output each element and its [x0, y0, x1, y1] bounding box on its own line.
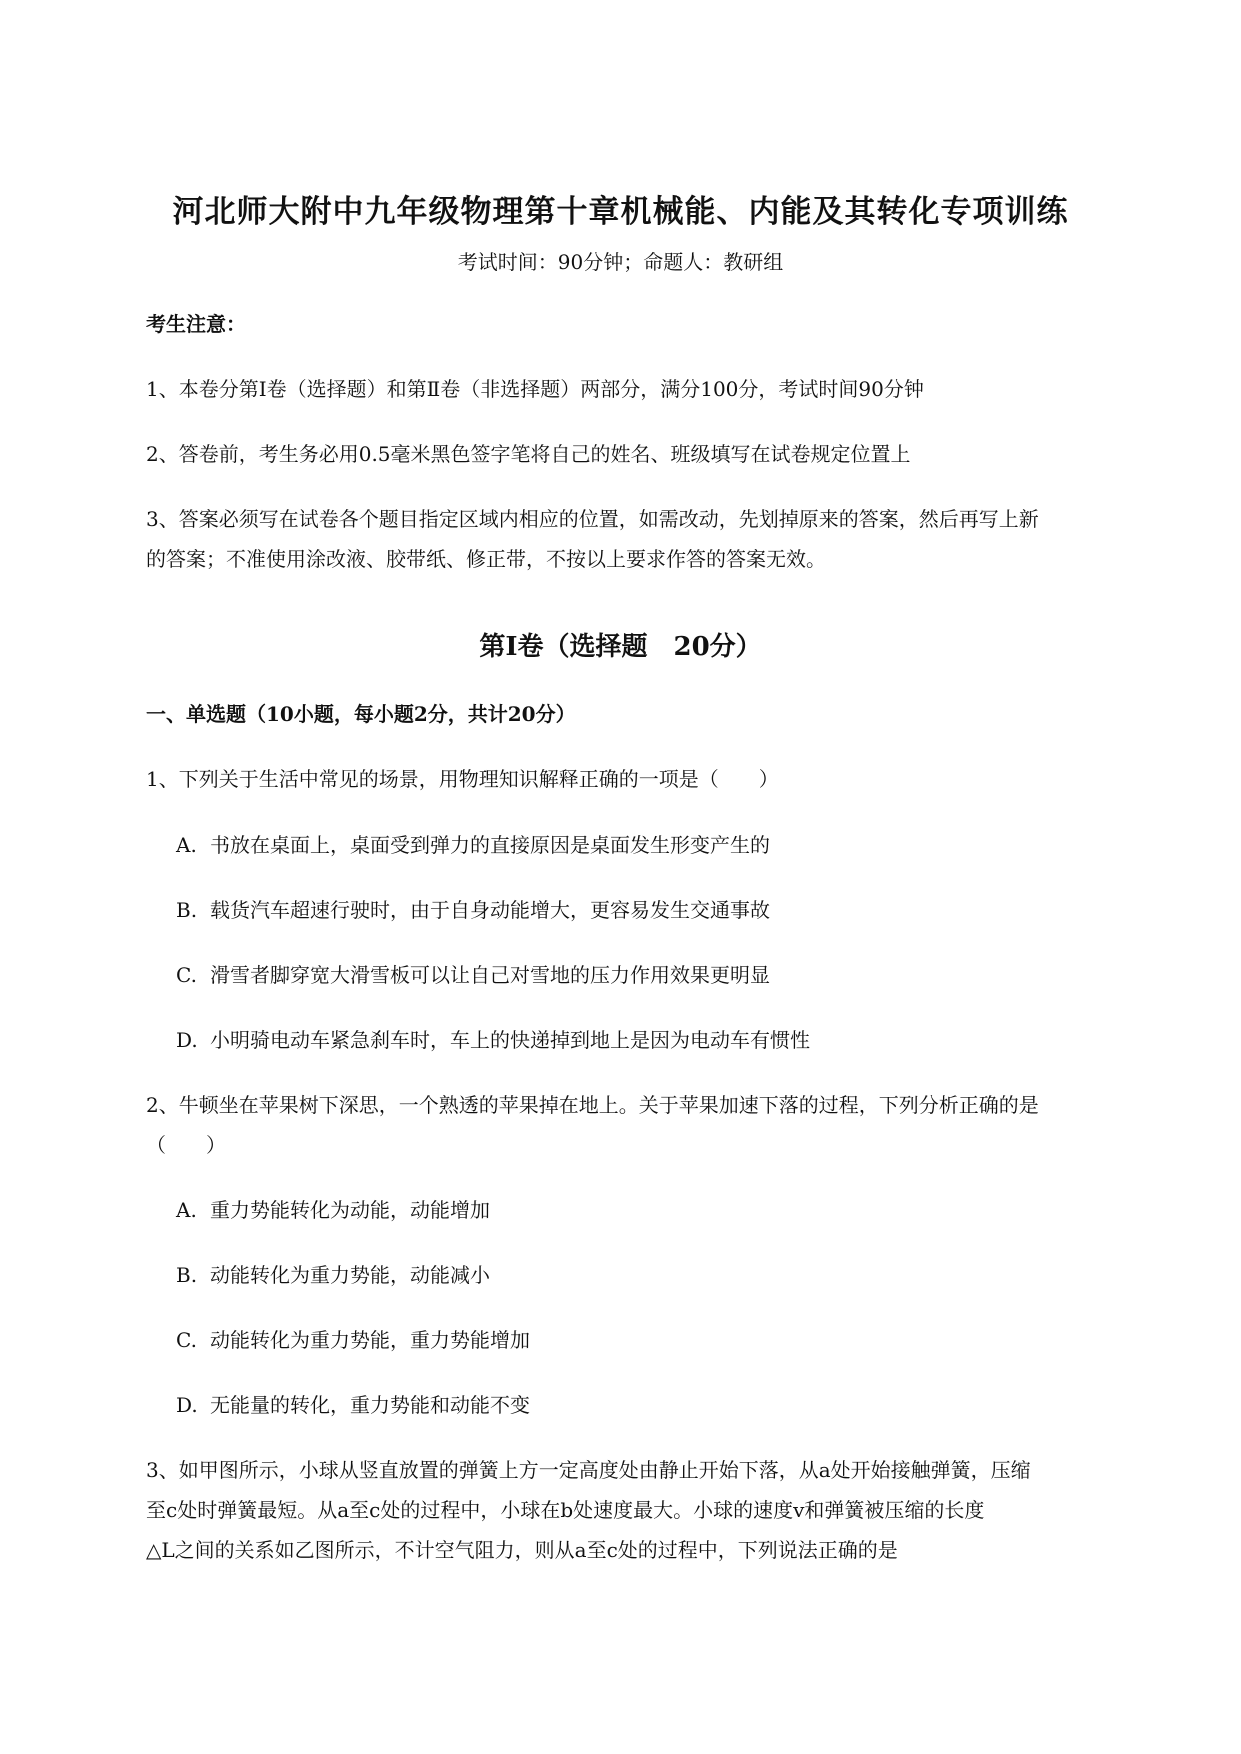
option-letter: A. — [176, 1198, 197, 1222]
option-letter: C. — [176, 1328, 197, 1352]
option-text: 载货汽车超速行驶时，由于自身动能增大，更容易发生交通事故 — [210, 898, 770, 922]
question-stem: 3、如甲图所示，小球从竖直放置的弹簧上方一定高度处由静止开始下落，从a处开始接触弹簧，压缩 — [146, 1458, 1031, 1482]
notice-heading: 考生注意： — [146, 312, 246, 336]
section-title: 第I卷（选择题 20分） — [479, 632, 762, 662]
option-text: 书放在桌面上，桌面受到弹力的直接原因是桌面发生形变产生的 — [210, 833, 770, 857]
question-option[interactable] — [176, 1393, 530, 1417]
option-text: 无能量的转化，重力势能和动能不变 — [210, 1393, 530, 1417]
option-text: 小明骑电动车紧急刹车时，车上的快递掉到地上是因为电动车有惯性 — [210, 1028, 810, 1052]
exam-subtitle: 考试时间：90分钟；命题人：教研组 — [457, 250, 784, 274]
option-text: 滑雪者脚穿宽大滑雪板可以让自己对雪地的压力作用效果更明显 — [210, 963, 770, 987]
option-letter: C. — [176, 963, 197, 987]
question-option[interactable] — [176, 1028, 810, 1052]
option-letter: D. — [176, 1393, 198, 1417]
option-text: 动能转化为重力势能，重力势能增加 — [210, 1328, 530, 1352]
option-letter: B. — [176, 1263, 198, 1287]
notice-item: 2、答卷前，考生务必用0.5毫米黑色签字笔将自己的姓名、班级填写在试卷规定位置上 — [146, 442, 911, 466]
question-option[interactable] — [176, 833, 770, 857]
question-stem: 至c处时弹簧最短。从a至c处的过程中，小球在b处速度最大。小球的速度v和弹簧被压缩的长度 — [146, 1498, 985, 1522]
question-stem: （ ） — [146, 1133, 226, 1157]
option-letter: B. — [176, 898, 198, 922]
notice-item: 的答案；不准使用涂改液、胶带纸、修正带，不按以上要求作答的答案无效。 — [146, 547, 826, 571]
notice-item: 1、本卷分第I卷（选择题）和第Ⅱ卷（非选择题）两部分，满分100分，考试时间90分钟 — [146, 377, 924, 401]
exam-title: 河北师大附中九年级物理第十章机械能、内能及其转化专项训练 — [172, 194, 1069, 230]
notice-item: 3、答案必须写在试卷各个题目指定区域内相应的位置，如需改动，先划掉原来的答案，然后再写上新 — [146, 507, 1039, 531]
option-letter: A. — [176, 833, 197, 857]
question-option[interactable] — [176, 1263, 490, 1287]
question-option[interactable] — [176, 963, 770, 987]
question-stem: 1、下列关于生活中常见的场景，用物理知识解释正确的一项是（ ） — [146, 767, 779, 791]
question-option[interactable] — [176, 1198, 490, 1222]
option-text: 动能转化为重力势能，动能减小 — [210, 1263, 490, 1287]
part-heading: 一、单选题（10小题，每小题2分，共计20分） — [146, 702, 576, 726]
question-option[interactable] — [176, 898, 770, 922]
question-option[interactable] — [176, 1328, 530, 1352]
option-text: 重力势能转化为动能，动能增加 — [210, 1198, 490, 1222]
option-letter: D. — [176, 1028, 198, 1052]
question-stem: 2、牛顿坐在苹果树下深思，一个熟透的苹果掉在地上。关于苹果加速下落的过程，下列分析正确的是 — [146, 1093, 1039, 1117]
question-stem: △L之间的关系如乙图所示，不计空气阻力，则从a至c处的过程中，下列说法正确的是 — [146, 1538, 898, 1562]
